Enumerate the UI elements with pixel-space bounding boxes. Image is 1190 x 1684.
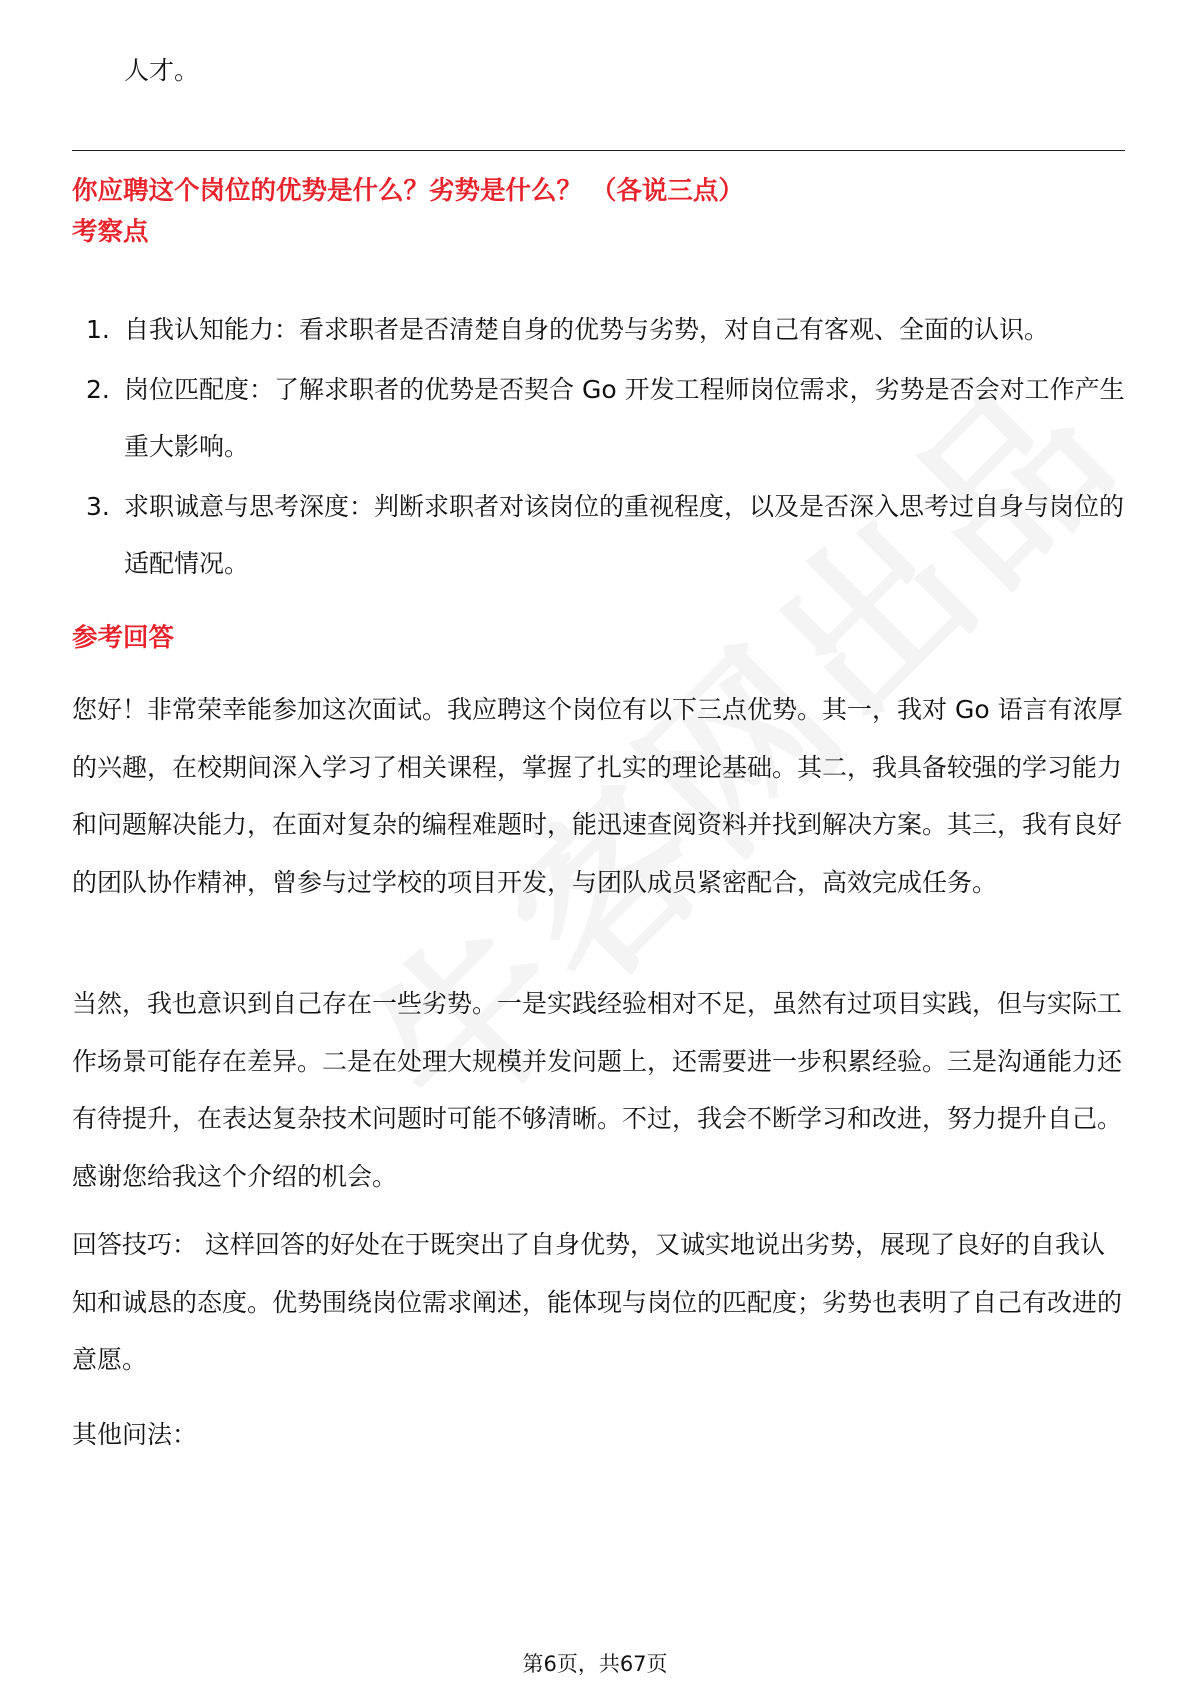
points-heading: 考察点 — [72, 217, 149, 247]
continuation-text: 人才。 — [124, 56, 200, 85]
answer-tip: 回答技巧： 这样回答的好处在于既突出了自身优势，又诚实地说出劣势，展现了良好的自我认知和诚恳的态度。优势围绕岗位需求阐述，能体现与岗位的匹配度；劣势也表明了自己有改进的意愿。 — [72, 1230, 1123, 1374]
page-footer: 第6页，共67页 — [522, 1652, 668, 1676]
list-number: 1. — [86, 315, 110, 344]
other-asks-label: 其他问法： — [72, 1420, 198, 1449]
list-item — [72, 301, 1125, 358]
points-list — [72, 301, 1125, 595]
answer-heading: 参考回答 — [72, 623, 175, 653]
list-text: 自我认知能力：看求职者是否清楚自身的优势与劣势，对自己有客观、全面的认识。 — [124, 315, 1050, 344]
list-number: 2. — [86, 375, 110, 404]
answer-paragraph: 当然，我也意识到自己存在一些劣势。一是实践经验相对不足，虽然有过项目实践，但与实际工作场景可能存在差异。二是在处理大规模并发问题上，还需要进一步积累经验。三是沟通能力还有待提升，在表达复杂技术问题时可能不够清晰。不过，我会不断学习和改进，努力提升自己。感谢您给我这个介绍的机会。 — [72, 989, 1123, 1191]
list-text: 求职诚意与思考深度：判断求职者对该岗位的重视程度，以及是否深入思考过自身与岗位的适配情况。 — [124, 492, 1125, 578]
list-item — [72, 478, 1125, 592]
list-number: 3. — [86, 492, 110, 521]
question-title: 你应聘这个岗位的优势是什么？劣势是什么？ （各说三点） — [72, 176, 744, 206]
list-item — [72, 361, 1125, 475]
divider — [72, 150, 1125, 151]
answer-paragraph: 您好！非常荣幸能参加这次面试。我应聘这个岗位有以下三点优势。其一，我对 Go 语言有浓厚的兴趣，在校期间深入学习了相关课程，掌握了扎实的理论基础。其二，我具备较强的学习能力和问题解决能力，在面对复杂的编程难题时，能迅速查阅资料并找到解决方案。其三，我有良好的团队协作精神，曾参与过学校的项目开发，与团队成员紧密配合，高效完成任务。 — [72, 695, 1123, 897]
list-text: 岗位匹配度：了解求职者的优势是否契合 Go 开发工程师岗位需求，劣势是否会对工作产生重大影响。 — [124, 375, 1125, 461]
